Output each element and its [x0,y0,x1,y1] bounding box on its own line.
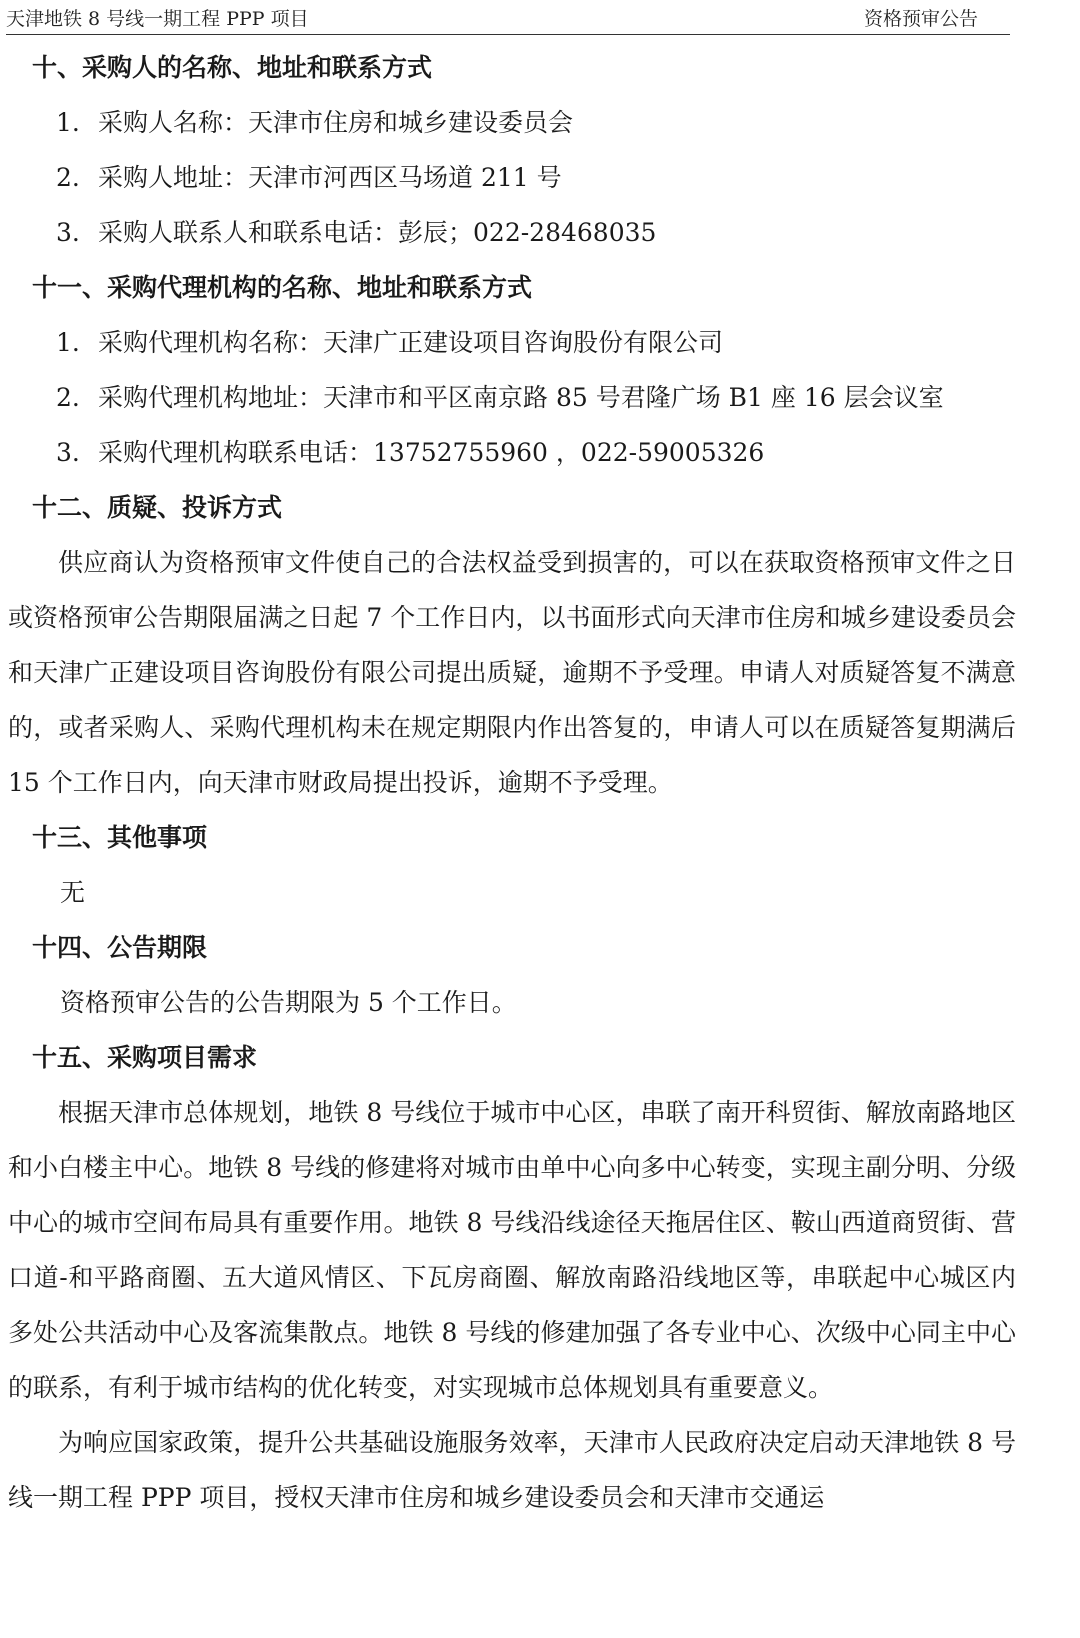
complaints-paragraph: 供应商认为资格预审文件使自己的合法权益受到损害的，可以在获取资格预审文件之日或资格预审公告期限届满之日起 7 个工作日内，以书面形式向天津市住房和城乡建设委员会和天津广正建设项目咨询股份有限公司提出质疑，逾期不予受理。申请人对质疑答复不满意的，或者采购人、采购代理机构未在规定期限内作出答复的，申请人可以在质疑答复期满后 15 个工作日内，向天津市财政局提出投诉，逾期不予受理。 [8,548,1016,797]
section-title-notice-period: 十四、公告期限 [32,933,208,962]
list-item [8,205,1050,260]
page-header [6,0,1010,35]
list-number: 3. [56,218,80,247]
other-matters-text: 无 [60,878,86,907]
list-item [8,95,1050,150]
list-text: 采购代理机构地址：天津市和平区南京路 85 号君隆广场 B1 座 16 层会议室 [98,383,944,412]
list-text: 采购人联系人和联系电话：彭辰；022-28468035 [98,218,657,247]
list-number: 3. [56,438,80,467]
header-document-type: 资格预审公告 [863,8,978,30]
requirements-paragraph-2: 为响应国家政策，提升公共基础设施服务效率，天津市人民政府决定启动天津地铁 8 号线一期工程 PPP 项目，授权天津市住房和城乡建设委员会和天津市交通运 [8,1428,1016,1512]
list-number: 1. [56,108,80,137]
list-item [8,315,1050,370]
notice-period-text: 资格预审公告的公告期限为 5 个工作日。 [60,988,517,1017]
list-number: 2. [56,383,80,412]
list-number: 2. [56,163,80,192]
section-title-complaints: 十二、质疑、投诉方式 [32,493,283,522]
list-text: 采购人地址：天津市河西区马场道 211 号 [98,163,562,192]
list-text: 采购人名称：天津市住房和城乡建设委员会 [98,108,574,137]
list-item [8,150,1050,205]
requirements-paragraph-1: 根据天津市总体规划，地铁 8 号线位于城市中心区，串联了南开科贸街、解放南路地区和小白楼主中心。地铁 8 号线的修建将对城市由单中心向多中心转变，实现主副分明、分级中心的城市空间布局具有重要作用。地铁 8 号线沿线途径天拖居住区、鞍山西道商贸街、营口道-和平路商圈、五大道风情区、下瓦房商圈、解放南路沿线地区等，串联起中心城区内多处公共活动中心及客流集散点。地铁 8 号线的修建加强了各专业中心、次级中心同主中心的联系，有利于城市结构的优化转变，对实现城市总体规划具有重要意义。 [8,1098,1016,1402]
list-number: 1. [56,328,80,357]
list-text: 采购代理机构名称：天津广正建设项目咨询股份有限公司 [98,328,724,357]
list-item [8,370,1050,425]
list-text: 采购代理机构联系电话：13752755960 ，022-59005326 [98,438,765,467]
section-title-project-requirements: 十五、采购项目需求 [32,1043,258,1072]
header-project-title: 天津地铁 8 号线一期工程 PPP 项目 [6,8,309,30]
list-item [8,425,1050,480]
section-title-purchaser: 十、采购人的名称、地址和联系方式 [32,53,433,82]
document-body [8,40,1050,1525]
section-title-agency: 十一、采购代理机构的名称、地址和联系方式 [32,273,533,302]
section-title-other-matters: 十三、其他事项 [32,823,208,852]
